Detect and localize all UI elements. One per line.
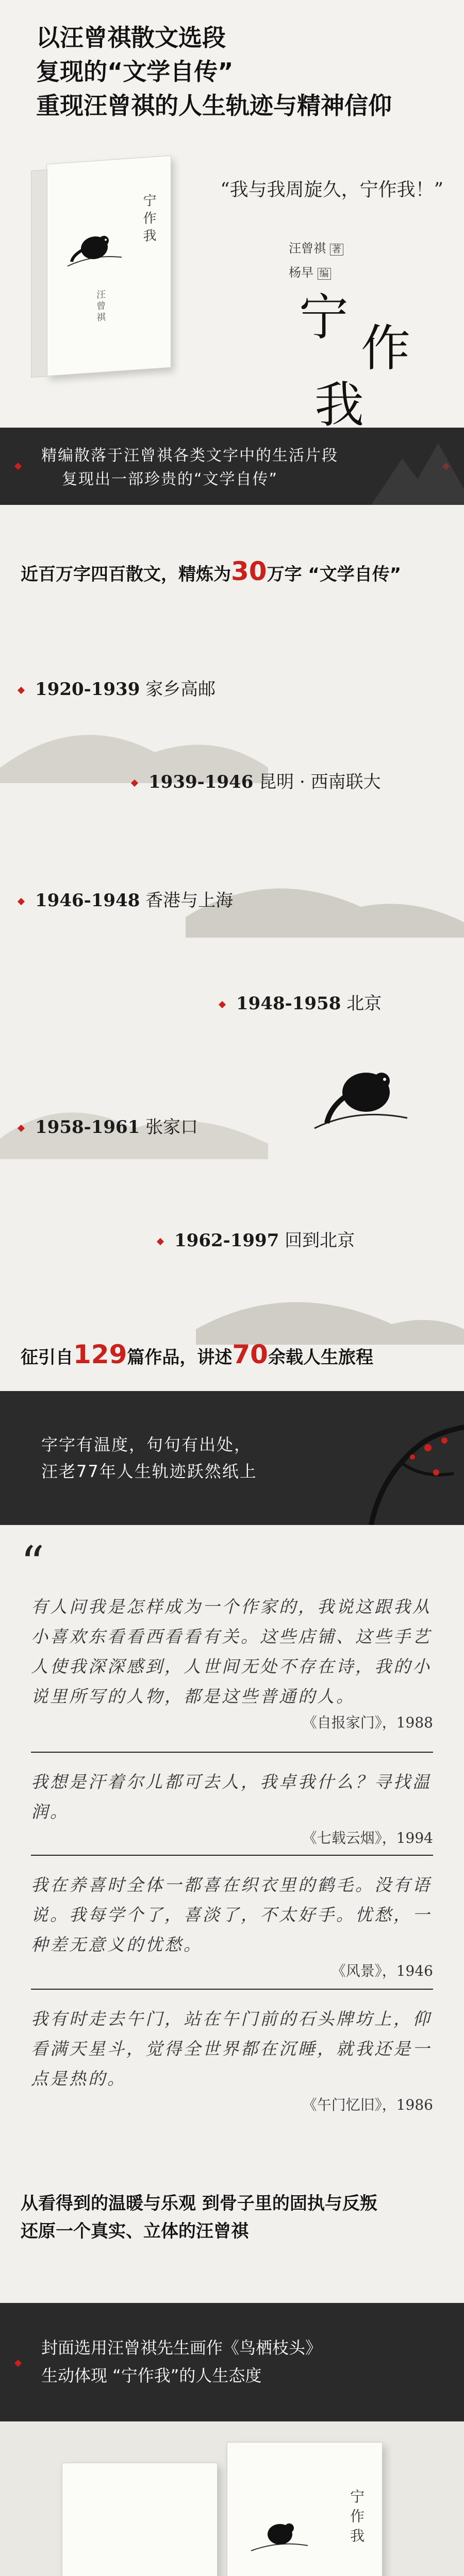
temper-text: 字字有温度，句句有出处， 汪老77年人生轨迹跃然纸上 [41, 1435, 257, 1481]
summary-text: 从看得到的温暖与乐观 到骨子里的固执与反叛 还原一个真实、立体的汪曾祺 [21, 2193, 377, 2242]
temper-strip [0, 1391, 464, 1525]
timeline-item: 1958-1961 张家口 [21, 1113, 198, 1138]
excerpt-text: 我想是汗着尔儿都可去人，我卓我什么？寻找温润。 [31, 1772, 432, 1822]
timeline-section [0, 505, 464, 1515]
bird-on-branch-icon [248, 2510, 310, 2561]
excerpt-citation: 《自报家门》，1988 [302, 1714, 433, 1731]
excerpt-block [31, 1767, 433, 1848]
title-char-2: 作 [361, 319, 410, 377]
excerpts-section [0, 1525, 464, 2174]
hero-headline [36, 21, 428, 123]
excerpt-text: 有人问我是怎样成为一个作家的，我说这跟我从小喜欢东看看西看看有关。这些店铺、这些手艺人使我深深感到，人世间无处不存在诗，我的小说里所写的人物，都是这些普通的人。 [31, 1597, 432, 1706]
stats-line: 近百万字四百散文，精炼为30万字 “文学自传” [21, 556, 402, 586]
excerpt-citation: 《七载云烟》，1994 [302, 1829, 433, 1846]
hero-line-3: 重现汪曾祺的人生轨迹与精神信仰 [36, 92, 392, 120]
book-cover-image [46, 156, 171, 377]
author-credits: 汪曾祺 著 杨早 编 [289, 237, 361, 285]
book-cover-authors: 汪曾祺 [95, 289, 106, 324]
intro-text: 精编散落于汪曾祺各类文字中的生活片段 复现出一部珍贵的“文学自传” [41, 447, 338, 488]
excerpt-block [31, 1592, 433, 1732]
timeline-item: 1939-1946 昆明 · 西南联大 [134, 768, 381, 793]
title-char-1: 宁 [299, 289, 349, 346]
divider [31, 1989, 433, 1990]
bird-on-branch-icon [62, 221, 124, 282]
timeline-item: 1948-1958 北京 [222, 989, 382, 1014]
diamond-icon [14, 2360, 22, 2367]
excerpt-citation: 《午门忆旧》，1986 [302, 2096, 433, 2113]
cover-text: 封面选用汪曾祺先生画作《鸟栖枝头》 生动体现 “宁作我”的人生态度 [41, 2338, 322, 2385]
book-spine [31, 170, 47, 378]
open-quote-icon: “ [21, 1536, 45, 1590]
timeline-item: 1946-1948 香港与上海 [21, 886, 233, 911]
book-photo [62, 2463, 218, 2576]
divider [31, 1855, 433, 1856]
diamond-icon [14, 463, 22, 470]
works-line: 征引自129篇作品，讲述70余载人生旅程 [21, 1340, 373, 1369]
book-cover-title: 宁作我 [348, 2489, 365, 2548]
timeline-item: 1962-1997 回到北京 [160, 1226, 355, 1251]
excerpt-block [31, 1870, 433, 1980]
intro-strip [0, 428, 464, 505]
bird-on-branch-icon [309, 1051, 412, 1144]
hero-quote: “我与我周旋久，宁作我！” [220, 179, 443, 200]
ink-tree-icon [309, 1391, 464, 1525]
hero-line-1: 以汪曾祺散文选段 [36, 24, 226, 52]
mountain-brush-icon [371, 428, 464, 505]
divider [31, 1752, 433, 1753]
excerpt-text: 我在养喜时全体一都喜在织衣里的鹤毛。没有语说。我每学个了，喜淡了，不太好手。忧愁，一种差无意义的忧愁。 [31, 1875, 432, 1955]
title-char-3: 我 [314, 376, 364, 428]
cover-strip [0, 2303, 464, 2421]
photo-showcase [0, 2421, 464, 2576]
hero-section [0, 0, 464, 428]
timeline-item: 1920-1939 家乡高邮 [21, 675, 216, 700]
book-photo [227, 2442, 383, 2576]
excerpt-block [31, 2004, 433, 2114]
excerpt-text: 我有时走去午门，站在午门前的石头牌坊上，仰看满天星斗，觉得全世界都在沉睡，就我还是一点是热的。 [31, 2009, 432, 2089]
summary-section [0, 2174, 464, 2303]
excerpt-citation: 《风景》，1946 [331, 1962, 433, 1979]
book-cover-title: 宁作我 [141, 193, 156, 247]
hero-line-2: 复现的“文学自传” [36, 58, 234, 86]
